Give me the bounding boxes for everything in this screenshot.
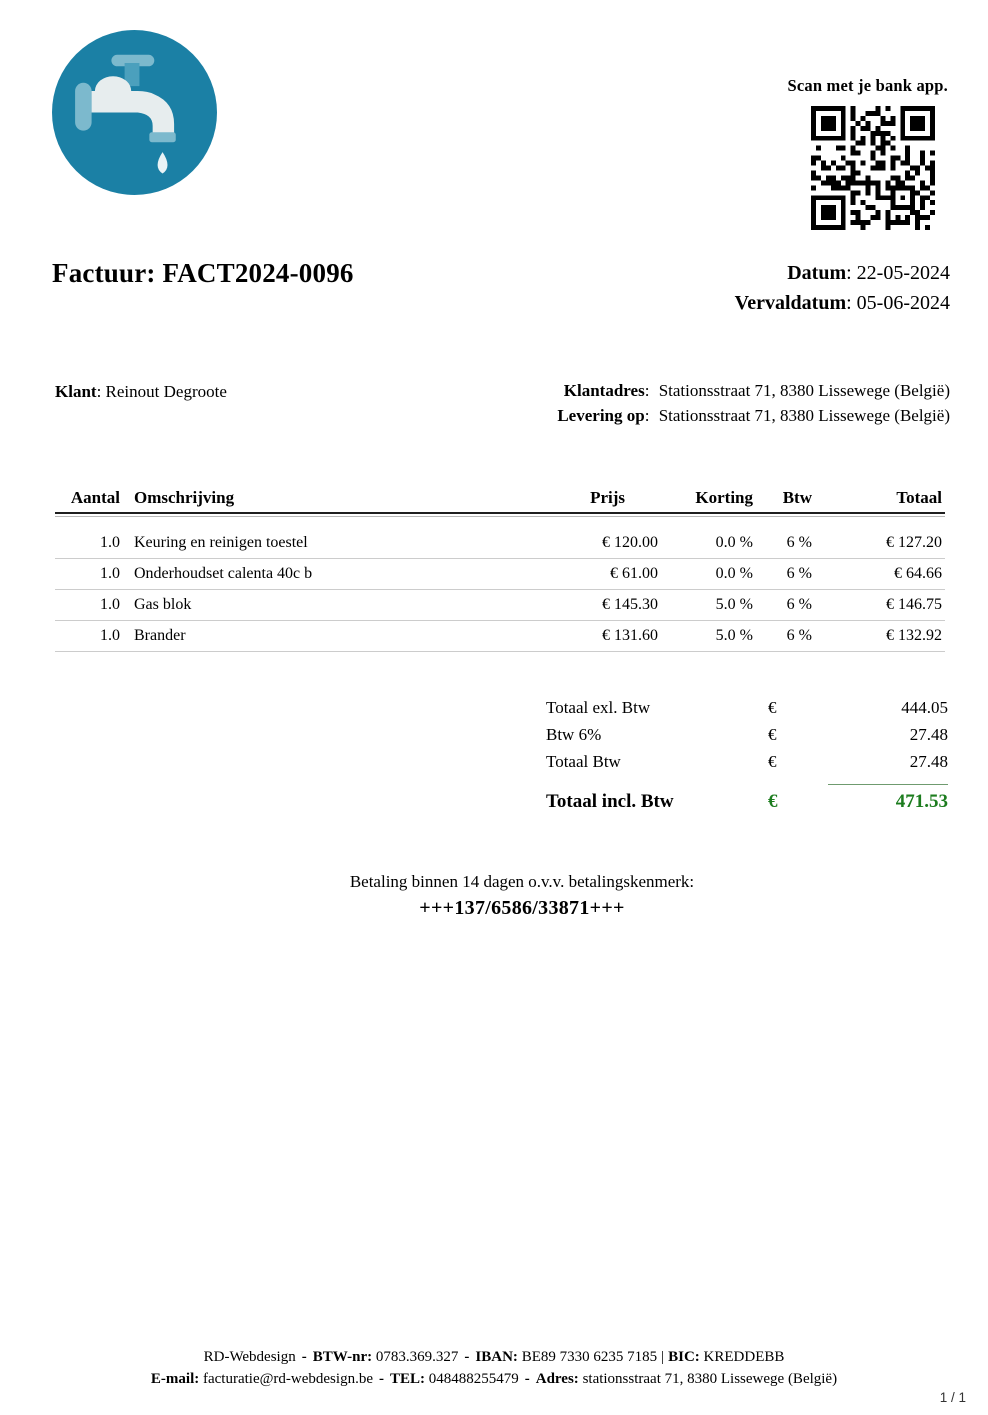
grand-total-amount: 471.53 (895, 791, 948, 812)
footer-pipe: | (661, 1349, 665, 1365)
total-label: Totaal Btw (546, 751, 621, 771)
footer (0, 1346, 988, 1390)
qr-code (811, 106, 935, 230)
adres-label: Adres: (535, 1371, 579, 1387)
total-amount: 444.05 (901, 697, 948, 717)
address-value: Stationsstraat 71, 8380 Lissewege (België) (658, 381, 950, 400)
customer-address-block (557, 378, 950, 428)
cell-totaal: € 64.66 (894, 565, 942, 582)
footer-line-2 (0, 1368, 988, 1390)
table-header-row (55, 478, 945, 514)
email-value: facturatie@rd-webdesign.be (202, 1371, 373, 1387)
header-totaal: Totaal (896, 488, 942, 507)
cell-prijs: € 131.60 (602, 627, 658, 644)
bic-label: BIC: (668, 1349, 700, 1365)
customer-address-line (557, 378, 950, 403)
footer-separator: - (378, 1371, 384, 1387)
cell-aantal: 1.0 (100, 534, 120, 551)
cell-btw: 6 % (786, 596, 812, 613)
cell-btw: 6 % (786, 534, 812, 551)
currency-symbol: € (768, 724, 777, 744)
cell-korting: 0.0 % (715, 565, 753, 582)
customer-label: Klant (55, 382, 97, 401)
header-btw: Btw (782, 488, 812, 507)
footer-line-1 (0, 1346, 988, 1368)
iban-label: IBAN: (475, 1349, 518, 1365)
tel-label: TEL: (389, 1371, 425, 1387)
due-date-label: Vervaldatum (734, 292, 847, 314)
grand-total-label: Totaal incl. Btw (546, 791, 674, 812)
header-omschrijving: Omschrijving (134, 488, 235, 507)
grand-total-row (546, 791, 948, 813)
cell-prijs: € 120.00 (602, 534, 658, 551)
cell-btw: 6 % (786, 565, 812, 582)
footer-separator: - (464, 1349, 470, 1365)
table-row (55, 590, 945, 621)
bic-value: KREDDEBB (703, 1349, 785, 1365)
date-line (735, 258, 950, 288)
cell-omschrijving: Gas blok (134, 596, 192, 613)
address-label: Klantadres (563, 381, 645, 400)
tel-value: 048488255479 (428, 1371, 519, 1387)
table-row (55, 559, 945, 590)
header-aantal: Aantal (70, 488, 120, 507)
currency-symbol: € (768, 751, 777, 771)
footer-separator: - (301, 1349, 307, 1365)
btw-row (546, 721, 948, 748)
table-row (55, 621, 945, 652)
payment-note: Betaling binnen 14 dagen o.v.v. betalingskenmerk: (349, 872, 695, 891)
due-date-line (735, 288, 950, 318)
table-body (55, 528, 945, 652)
cell-prijs: € 145.30 (602, 596, 658, 613)
footer-separator: - (524, 1371, 530, 1387)
line-items-table (55, 478, 945, 652)
due-colon: : (846, 292, 857, 314)
adres-value: stationsstraat 71, 8380 Lissewege (België) (582, 1371, 838, 1387)
cell-aantal: 1.0 (100, 627, 120, 644)
table-row (55, 528, 945, 559)
water-tap-icon (52, 30, 217, 195)
page-number: 1 / 1 (939, 1390, 966, 1405)
address-colon: : (644, 381, 654, 400)
totals-block (546, 694, 948, 813)
cell-btw: 6 % (786, 627, 812, 644)
header-underline (55, 516, 945, 517)
company-logo (52, 30, 217, 195)
cell-korting: 0.0 % (715, 534, 753, 551)
cell-aantal: 1.0 (100, 596, 120, 613)
cell-totaal: € 127.20 (886, 534, 942, 551)
scan-block (772, 76, 948, 230)
cell-korting: 5.0 % (715, 627, 753, 644)
customer-colon: : (96, 382, 106, 401)
date-value: 22-05-2024 (856, 262, 950, 284)
cell-prijs: € 61.00 (610, 565, 658, 582)
payment-block (56, 872, 988, 920)
cell-totaal: € 146.75 (886, 596, 942, 613)
total-label: Totaal exl. Btw (546, 697, 651, 717)
iban-value: BE89 7330 6235 7185 (521, 1349, 658, 1365)
cell-korting: 5.0 % (715, 596, 753, 613)
invoice-dates (735, 258, 950, 318)
cell-totaal: € 132.92 (886, 627, 942, 644)
delivery-value: Stationsstraat 71, 8380 Lissewege (België) (658, 406, 950, 425)
total-label: Btw 6% (546, 724, 602, 744)
customer-name-line (55, 382, 227, 402)
total-amount: 27.48 (909, 724, 948, 744)
due-date-value: 05-06-2024 (856, 292, 950, 314)
payment-reference: +++137/6586/33871+++ (419, 897, 625, 919)
company-name: RD-Webdesign (203, 1349, 296, 1365)
scan-label: Scan met je bank app. (787, 76, 948, 95)
cell-omschrijving: Keuring en reinigen toestel (134, 534, 308, 551)
customer-name: Reinout Degroote (105, 382, 227, 401)
delivery-label: Levering op (557, 406, 645, 425)
total-btw-row (546, 748, 948, 775)
total-excl-row (546, 694, 948, 721)
cell-omschrijving: Brander (134, 627, 186, 644)
grand-currency-symbol: € (768, 791, 778, 812)
email-label: E-mail: (150, 1371, 200, 1387)
header-prijs: Prijs (590, 488, 625, 507)
delivery-address-line (557, 403, 950, 428)
btw-nr-label: BTW-nr: (312, 1349, 373, 1365)
btw-nr-value: 0783.369.327 (375, 1349, 459, 1365)
grand-total-separator (828, 784, 948, 785)
currency-symbol: € (768, 697, 777, 717)
delivery-colon: : (644, 406, 654, 425)
cell-aantal: 1.0 (100, 565, 120, 582)
cell-omschrijving: Onderhoudset calenta 40c b (134, 565, 313, 582)
total-amount: 27.48 (909, 751, 948, 771)
date-colon: : (846, 262, 857, 284)
date-label: Datum (787, 262, 847, 284)
header-korting: Korting (695, 488, 753, 507)
invoice-title: Factuur: FACT2024-0096 (52, 258, 354, 288)
